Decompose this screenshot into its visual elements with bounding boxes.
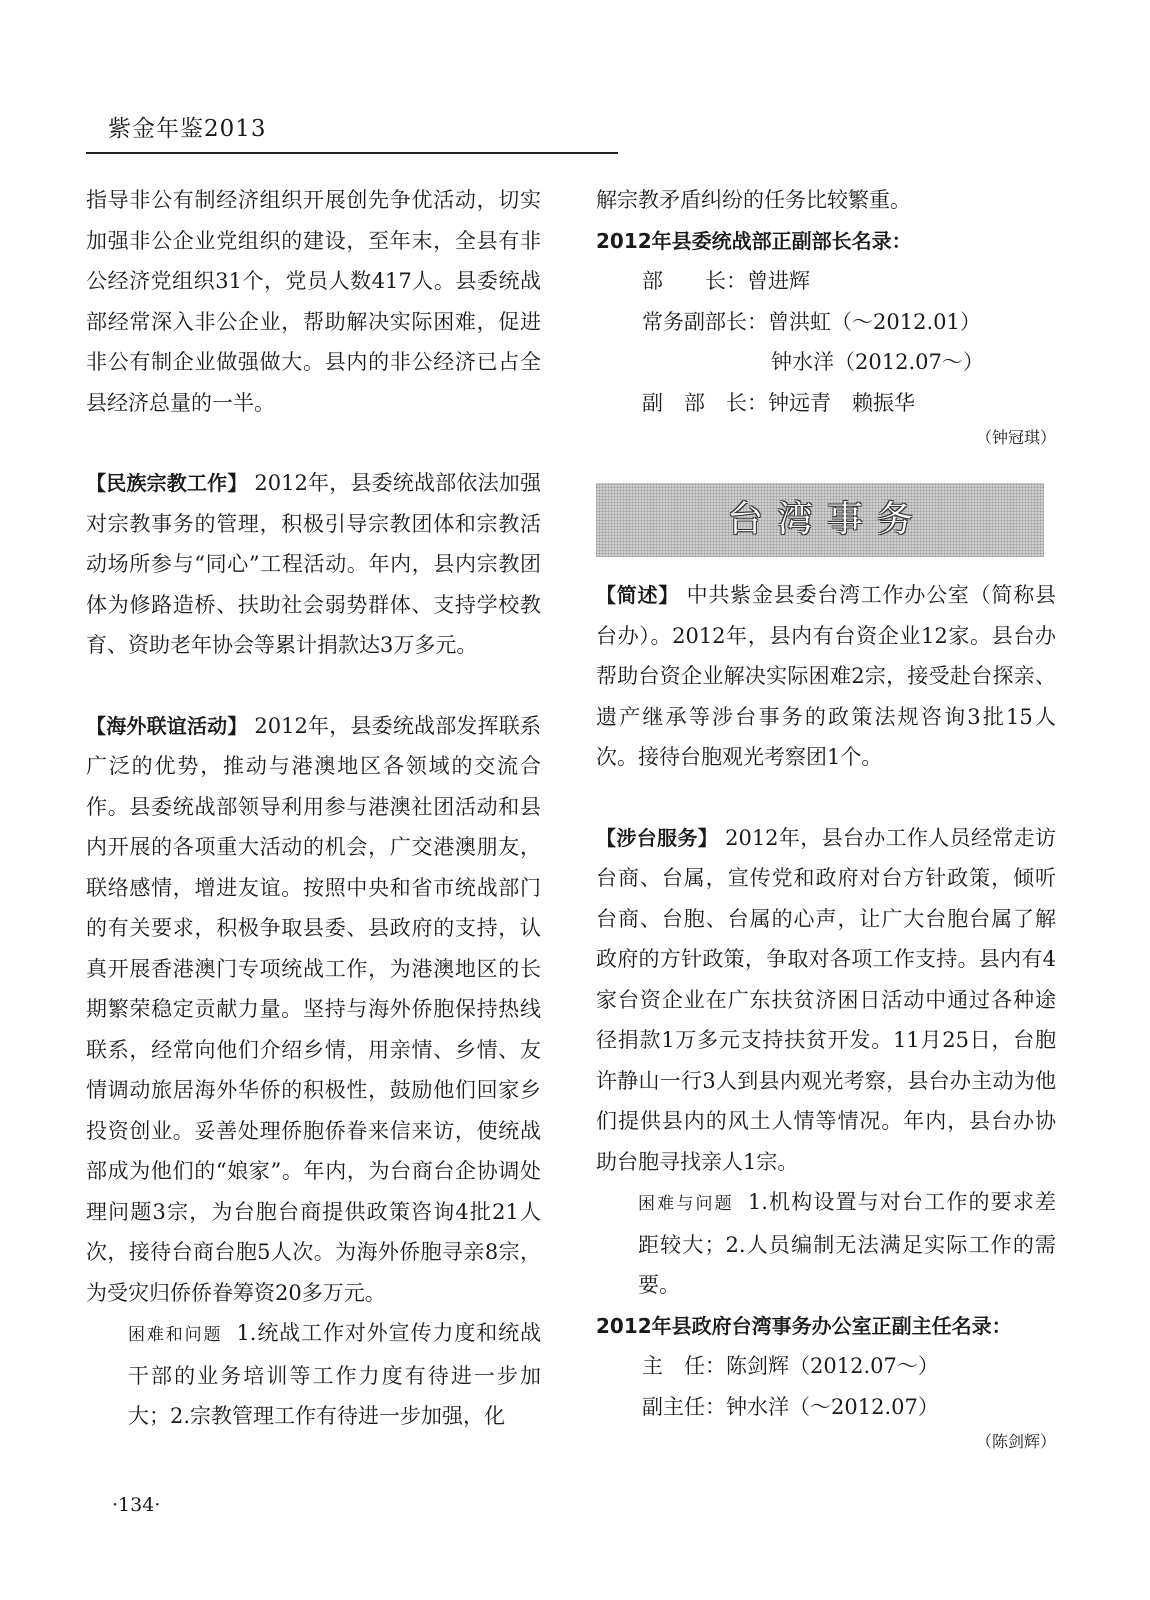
section-body: 2012年，县委统战部依法加强对宗教事务的管理，积极引导宗教团体和宗教活动场所参与“同心”工程活动。年内，县内宗教团体为修路造桥、扶助社会弱势群体、支持学校教育、资助老年协会等累计捐款达3万多元。: [86, 471, 541, 657]
author-credit: （陈剑辉）: [975, 1432, 1056, 1451]
page-header-title: 紫金年鉴2013: [108, 116, 267, 142]
section-overseas-liaison: [86, 706, 541, 1314]
section-body: 2012年，县委统战部发挥联系广泛的优势，推动与港澳地区各领域的交流合作。县委统战部领导利用参与港澳社团活动和县内开展的各项重大活动的机会，广交港澳朋友，联络感情，增进友谊。按照中央和省市统战部门的有关要求，积极争取县委、县政府的支持，认真开展香港澳门专项统战工作，为港澳地区的长期繁荣稳定贡献力量。坚持与海外侨胞保持热线联系，经常向他们介绍乡情，用亲情、乡情、友情调动旅居海外华侨的积极性，鼓励他们回家乡投资创业。妥善处理侨胞侨眷来信来访，使统战部成为他们的“娘家”。年内，为台商台企协调处理问题3宗，为台胞台商提供政策咨询4批21人次，接待台商台胞5人次。为海外侨胞寻亲8宗，为受灾归侨侨眷筹资20多万元。: [86, 713, 541, 1305]
issues-paragraph: [86, 1313, 541, 1437]
continued-text: 解宗教矛盾纠纷的任务比较繁重。: [596, 188, 911, 212]
section-taiwan-service: [596, 818, 1056, 1183]
section-summary: [596, 575, 1056, 778]
roster-line: 主 任：陈剑辉（2012.07～）: [642, 1354, 939, 1378]
left-column: [86, 180, 541, 1437]
author-credit: （钟冠琪）: [975, 428, 1056, 447]
roster-line: 部 长：曾进辉: [642, 269, 810, 293]
roster-line: 副 部 长：钟远青 赖振华: [642, 390, 915, 415]
section-heading: 【简述】: [596, 583, 680, 607]
section-ethnic-religion: [86, 463, 541, 666]
right-column: [596, 180, 1056, 1457]
roster-title: 2012年县政府台湾事务办公室正副主任名录：: [596, 1313, 1012, 1338]
banner-title: 台湾事务: [726, 498, 927, 540]
issues-body: 1.机构设置与对台工作的要求差距较大；2.人员编制无法满足实际工作的需要。: [638, 1190, 1056, 1297]
header-rule: [86, 152, 618, 154]
section-heading: 【民族宗教工作】: [86, 471, 248, 495]
section-heading: 【海外联谊活动】: [86, 713, 248, 738]
roster-title: 2012年县委统战部正副部长名录：: [596, 228, 912, 253]
page-number: ·134·: [112, 1494, 161, 1516]
section-banner: [596, 483, 1044, 557]
issues-label: 困难和问题: [128, 1325, 223, 1345]
roster-line: 副主任：钟水洋（～2012.07）: [642, 1394, 939, 1419]
section-body: 中共紫金县委台湾工作办公室（简称县台办）。2012年，县内有台资企业12家。县台办帮助台资企业解决实际困难2宗，接受赴台探亲、遗产继承等涉台事务的政策法规咨询3批15人次。接待台胞观光考察团1个。: [596, 583, 1056, 769]
issues-body: 1.统战工作对外宣传力度和统战干部的业务培训等工作力度有待进一步加大；2.宗教管理工作有待进一步加强，化: [128, 1321, 541, 1428]
section-body: 2012年，县台办工作人员经常走访台商、台属，宣传党和政府对台方针政策，倾听台商、台胞、台属的心声，让广大台胞台属了解政府的方针政策，争取对各项工作支持。县内有4家台资企业在广东扶贫济困日活动中通过各种途径捐款1万多元支持扶贫开发。11月25日，台胞许静山一行3人到县内观光考察，县台办主动为他们提供县内的风土人情等情况。年内，县台办协助台胞寻找亲人1宗。: [596, 825, 1056, 1174]
roster-line: 常务副部长：曾洪虹（～2012.01）: [642, 309, 981, 334]
section-heading: 【涉台服务】: [596, 825, 719, 850]
paragraph-nonpublic-economy: 指导非公有制经济组织开展创先争优活动，切实加强非公企业党组织的建设，至年末，全县有非公经济党组织31个，党员人数417人。县委统战部经常深入非公企业，帮助解决实际困难，促进非公有制企业做强做大。县内的非公经济已占全县经济总量的一半。: [86, 188, 541, 415]
roster-line: 钟水洋（2012.07～）: [771, 350, 984, 374]
issues-label: 困难与问题: [638, 1194, 734, 1214]
issues-paragraph: [596, 1182, 1056, 1306]
